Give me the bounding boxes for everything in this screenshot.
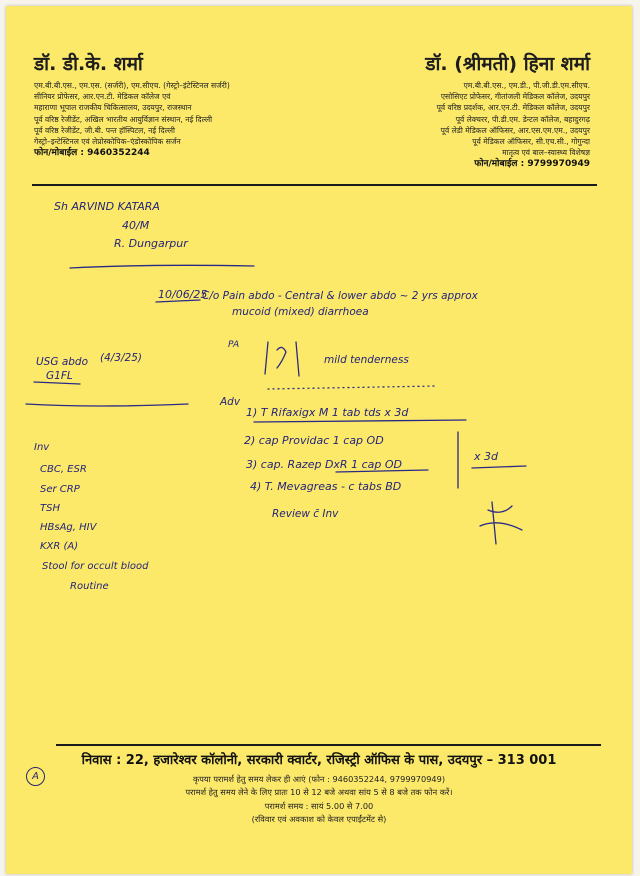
circled-seal-mark: A bbox=[26, 767, 45, 786]
investigation-item: HBsAg, HIV bbox=[40, 522, 97, 533]
investigation-item: Routine bbox=[70, 581, 109, 592]
left-doctor-phone: फोन/मोबाईल : 9460352244 bbox=[34, 148, 150, 159]
right-doctor-phone: फोन/मोबाईल : 9799970949 bbox=[474, 159, 590, 170]
right-qualification-line: पूर्व लेडी मेडिकल ऑफिसर, आर.एस.एम.एम., उदयपुर bbox=[440, 125, 590, 135]
abdomen-sketch bbox=[277, 347, 286, 368]
investigation-item: Stool for occult blood bbox=[42, 561, 149, 572]
clinic-address: निवास : 22, हजारेश्वर कॉलोनी, सरकारी क्वार्टर, रजिस्ट्री ऑफिस के पास, उदयपुर – 313 001 bbox=[81, 753, 557, 768]
rx-line-1-underline bbox=[254, 420, 466, 422]
inv-sign: Inv bbox=[34, 442, 50, 453]
visit-date: 10/06/25 bbox=[158, 288, 208, 301]
footer-line: परामर्श समय : सायं 5.00 से 7.00 bbox=[264, 801, 374, 811]
prescription-page bbox=[6, 6, 632, 874]
left-qualification-line: पूर्व वरिष्ठ रेजीडेंट, अखिल भारतीय आयुर्विज्ञान संस्थान, नई दिल्ली bbox=[34, 114, 213, 124]
footer-line: परामर्श हेतु समय लेने के लिए प्रातः 10 से 12 बजे अथवा सांय 5 से 8 बजे तक फोन करें। bbox=[185, 787, 453, 797]
chief-complaint-detail: mucoid (mixed) diarrhoea bbox=[232, 306, 369, 318]
rx-line: 3) cap. Razep DxR 1 cap OD bbox=[246, 458, 402, 471]
usg-label: USG abdo bbox=[36, 356, 89, 368]
usg-result: G1FL bbox=[46, 370, 73, 382]
investigation-item: Ser CRP bbox=[40, 484, 80, 495]
duration-underline bbox=[472, 466, 526, 468]
exam-finding: mild tenderness bbox=[324, 354, 409, 366]
right-qualification-line: मातृत्व एवं बाल–स्वास्थ्य विशेषज्ञ bbox=[502, 148, 590, 158]
patient-age: 40/M bbox=[122, 219, 150, 232]
patient-place: R. Dungarpur bbox=[114, 237, 188, 250]
exam-sign: PA bbox=[228, 340, 240, 350]
rx-duration: x 3d bbox=[474, 450, 498, 463]
patient-name: Sh ARVIND KATARA bbox=[54, 200, 160, 213]
right-qualification-line: एसोसिएट प्रोफेसर, गीतांजली मेडिकल कॉलेज, उदयपुर bbox=[440, 92, 590, 102]
inv-divider-line bbox=[26, 404, 188, 406]
left-qualification-line: सीनियर प्रोफेसर, आर.एन.टी. मेडिकल कॉलेज एवं bbox=[34, 92, 171, 102]
right-qualification-line: पूर्व लेक्चरर, पी.डी.एम. डेन्टल कॉलेज, बहादुरगढ़ bbox=[455, 114, 590, 124]
footer-line: (रविवार एवं अवकाश को केवल एपाईंटमेंट से) bbox=[251, 814, 387, 824]
patient-divider-line bbox=[70, 265, 254, 268]
signature-scribble bbox=[480, 502, 522, 544]
usg-underline bbox=[34, 382, 80, 384]
investigation-item: CBC, ESR bbox=[40, 464, 87, 475]
investigation-item: TSH bbox=[40, 503, 60, 514]
right-doctor-name: डॉ. (श्रीमती) हिना शर्मा bbox=[425, 53, 590, 75]
left-qualification-line: गेस्ट्रो–इन्टेस्टिनल एवं लेप्रोस्कोपिक–एंडोस्कोपिक सर्जन bbox=[34, 137, 181, 147]
rx-line: 4) T. Mevagreas - c tabs BD bbox=[250, 480, 402, 493]
right-qualification-line: पूर्व वरिष्ठ प्रदर्शक, आर.एन.टी. मेडिकल कॉलेज, उदयपुर bbox=[436, 103, 590, 113]
right-qualification-line: एम.बी.बी.एस., एम.डी., पी.जी.डी.एम.सीएच. bbox=[463, 81, 590, 90]
rx-line: 2) cap Providac 1 cap OD bbox=[244, 434, 384, 447]
rx-top-dotted-line bbox=[268, 386, 436, 389]
footer-divider bbox=[56, 744, 601, 746]
exam-bracket-right bbox=[296, 342, 299, 376]
left-doctor-name: डॉ. डी.के. शर्मा bbox=[34, 53, 143, 75]
rx-sign: Adv bbox=[220, 396, 241, 408]
investigation-item: KXR (A) bbox=[40, 541, 79, 552]
right-qualification-line: पूर्व मेडिकल ऑफिसर, सी.एच.सी., गोगुन्दा bbox=[472, 137, 590, 147]
left-qualification-line: महाराणा भूपाल राजकीय चिकित्सालय, उदयपुर, राजस्थान bbox=[34, 103, 192, 113]
review-note: Review c̄ Inv bbox=[272, 508, 339, 520]
usg-date: (4/3/25) bbox=[100, 352, 142, 364]
chief-complaint: C/o Pain abdo - Central & lower abdo ~ 2 yrs approx bbox=[202, 290, 478, 302]
left-qualification-line: एम.बी.बी.एस., एम.एस. (सर्जरी), एम.सीएच. (गेस्ट्रो–इंटेस्टिनल सर्जरी) bbox=[34, 81, 230, 90]
left-qualification-line: पूर्व वरिष्ठ रेजीडेंट, जी.बी. पन्त हॉस्पिटल, नई दिल्ली bbox=[34, 125, 176, 135]
exam-bracket-left bbox=[265, 342, 268, 374]
footer-line: कृपया परामर्श हेतु समय लेकर ही आएं (फोन : 9460352244, 9799970949) bbox=[192, 774, 446, 784]
rx-line: 1) T Rifaxigx M 1 tab tds x 3d bbox=[246, 406, 409, 419]
